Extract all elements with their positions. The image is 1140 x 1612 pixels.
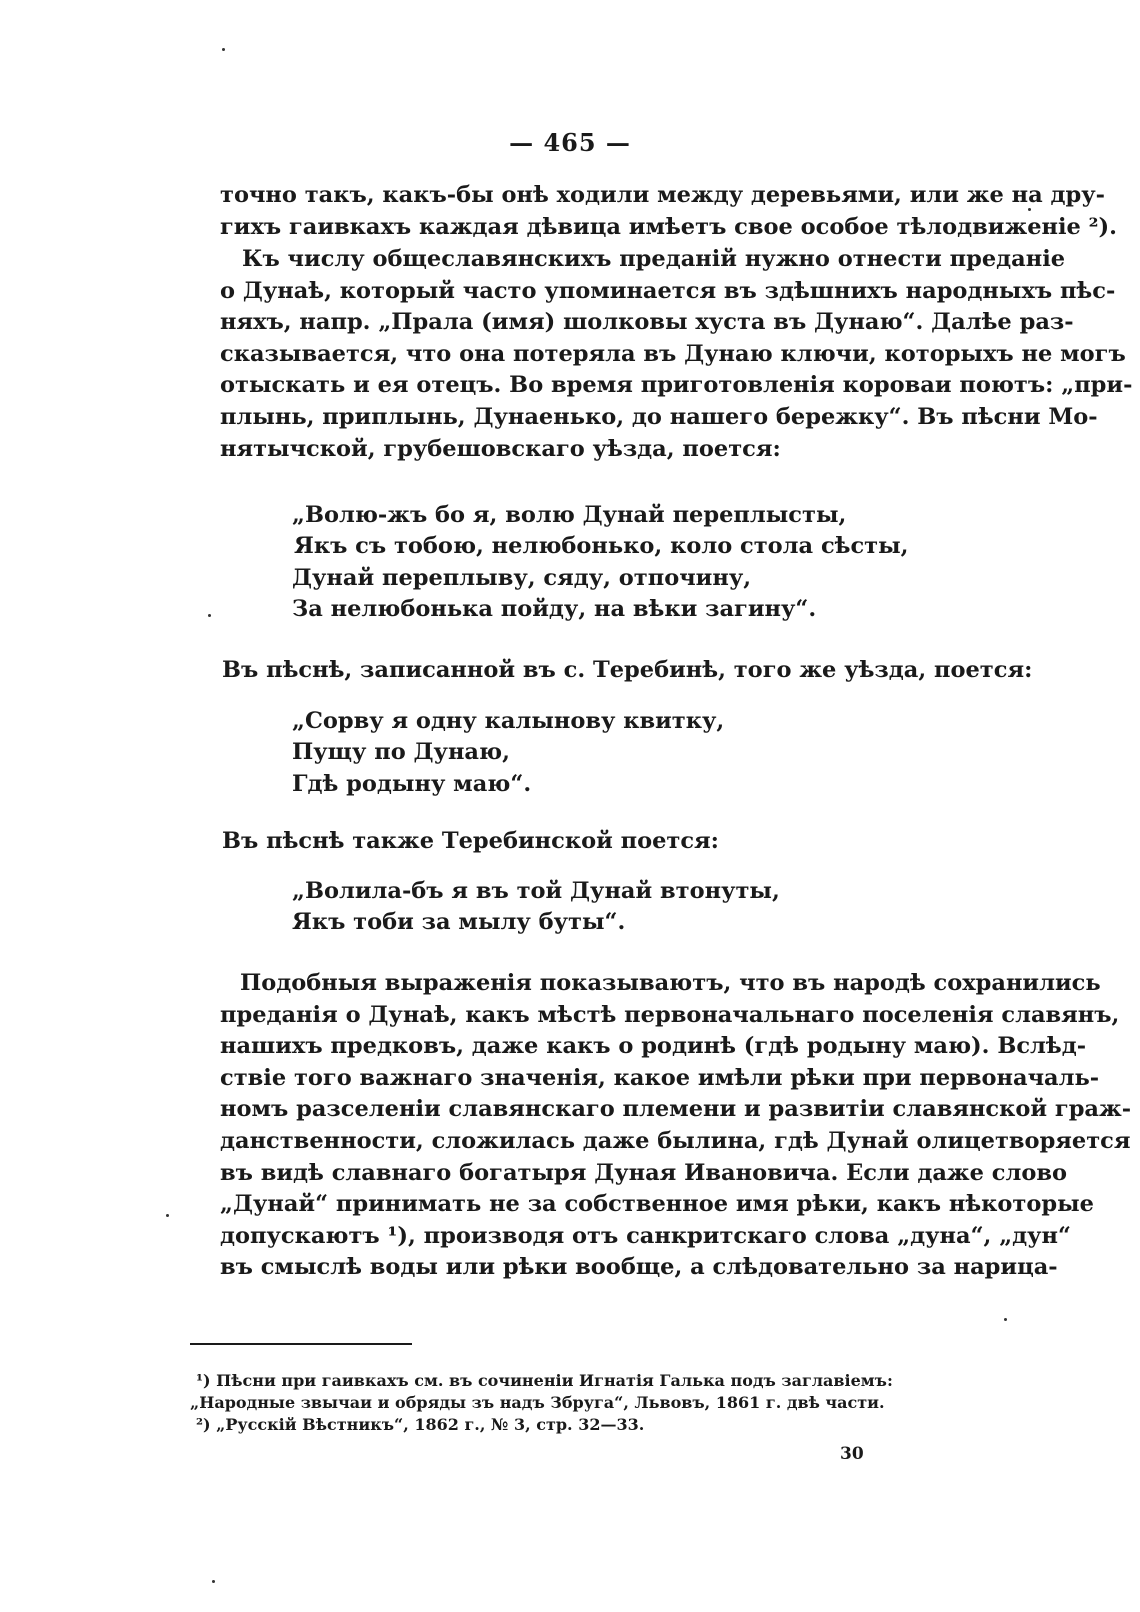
verse-line: Пущу по Дунаю, bbox=[292, 739, 510, 766]
text-line: данственности, сложилась даже былина, гдѣ Дунай олицетворяется bbox=[220, 1127, 1131, 1154]
scan-speck bbox=[212, 1580, 215, 1583]
footnotes bbox=[190, 1370, 920, 1436]
text-line: Въ пѣснѣ также Теребинской поется: bbox=[222, 828, 719, 854]
text-line: нашихъ предковъ, даже какъ о родинѣ (гдѣ родыну маю). Вслѣд- bbox=[220, 1033, 1087, 1060]
paragraph-conclusion bbox=[220, 968, 1132, 1284]
text-line: о Дунаѣ, который часто упоминается въ здѣшнихъ народныхъ пѣс- bbox=[220, 277, 1116, 304]
verse-line: Гдѣ родыну маю“. bbox=[292, 770, 532, 797]
text-line: плынь, приплынь, Дунаенько, до нашего бережку“. Въ пѣсни Мо- bbox=[220, 403, 1098, 430]
verse-block-2 bbox=[292, 706, 852, 800]
footnote-separator bbox=[190, 1343, 412, 1345]
footnote-line: „Народные звычаи и обряды зъ надъ Збруга“, Львовъ, 1861 г. двѣ части. bbox=[190, 1393, 885, 1412]
verse-line: Якъ тоби за мылу буты“. bbox=[292, 909, 626, 936]
text-line: отыскать и ея отецъ. Во время приготовленія короваи поютъ: „при- bbox=[220, 372, 1133, 399]
verse-line: Дунай переплыву, сяду, отпочину, bbox=[292, 564, 752, 591]
scan-speck bbox=[1028, 208, 1031, 211]
text-line: Къ числу общеславянскихъ преданій нужно отнести преданіе bbox=[242, 246, 1066, 272]
text-line: Въ пѣснѣ, записанной въ с. Теребинѣ, того же уѣзда, поется: bbox=[222, 657, 1033, 683]
text-line: гихъ гаивкахъ каждая дѣвица имѣетъ свое особое тѣлодвиженіе ²). bbox=[220, 213, 1118, 240]
scan-speck bbox=[208, 614, 211, 617]
text-line: допускаютъ ¹), производя отъ санкритскаго слова „дуна“, „дун“ bbox=[220, 1222, 1071, 1249]
text-line: въ видѣ славнаго богатыря Дуная Ивановича. Если даже слово bbox=[220, 1159, 1068, 1186]
signature-mark: 30 bbox=[840, 1444, 864, 1464]
verse-line: „Сорву я одну калынову квитку, bbox=[292, 708, 725, 734]
scan-speck bbox=[1004, 1318, 1007, 1321]
scan-speck bbox=[166, 1214, 169, 1217]
text-line: ствіе того важнаго значенія, какое имѣли рѣки при первоначаль- bbox=[220, 1064, 1100, 1091]
text-line: няхъ, напр. „Прала (имя) шолковы хуста въ Дунаю“. Далѣе раз- bbox=[220, 309, 1074, 336]
text-line: номъ разселеніи славянскаго племени и развитіи славянской граж- bbox=[220, 1096, 1132, 1123]
verse-block-3 bbox=[292, 876, 852, 939]
footnote-line: ¹) Пѣсни при гаивкахъ см. въ сочиненіи Игнатія Галька подъ заглавіемъ: bbox=[196, 1371, 893, 1390]
footnote-line: ²) „Русскій Вѣстникъ“, 1862 г., № 3, стр. 32—33. bbox=[196, 1415, 645, 1434]
verse-line: Якъ съ тобою, нелюбонько, коло стола сѣсты, bbox=[294, 533, 909, 560]
verse-intro-3 bbox=[222, 826, 719, 858]
verse-block-1 bbox=[292, 500, 909, 625]
page-number: — 465 — bbox=[509, 128, 631, 157]
paragraph-continuation bbox=[220, 180, 1118, 243]
text-line: нятычской, грубешовскаго уѣзда, поется: bbox=[220, 435, 781, 462]
verse-line: „Волю-жъ бо я, волю Дунай переплысты, bbox=[292, 502, 847, 528]
text-line: сказывается, что она потеряла въ Дунаю ключи, которыхъ не могъ bbox=[220, 340, 1126, 367]
text-line: въ смыслѣ воды или рѣки вообще, а слѣдовательно за нарица- bbox=[220, 1254, 1058, 1281]
text-line: преданія о Дунаѣ, какъ мѣстѣ первоначальнаго поселенія славянъ, bbox=[220, 1001, 1120, 1028]
verse-line: „Волила-бъ я въ той Дунай втонуты, bbox=[292, 878, 780, 904]
verse-intro-2 bbox=[222, 655, 1032, 687]
text-line: точно такъ, какъ-бы онѣ ходили между деревьями, или же на дру- bbox=[220, 182, 1106, 208]
text-line: „Дунай“ принимать не за собственное имя рѣки, какъ нѣкоторые bbox=[220, 1191, 1094, 1218]
text-line: Подобныя выраженія показываютъ, что въ народѣ сохранились bbox=[240, 970, 1101, 996]
paragraph-danube-legend bbox=[220, 244, 1133, 465]
scan-speck bbox=[222, 48, 225, 51]
verse-line: За нелюбонька пойду, на вѣки загину“. bbox=[292, 595, 817, 622]
